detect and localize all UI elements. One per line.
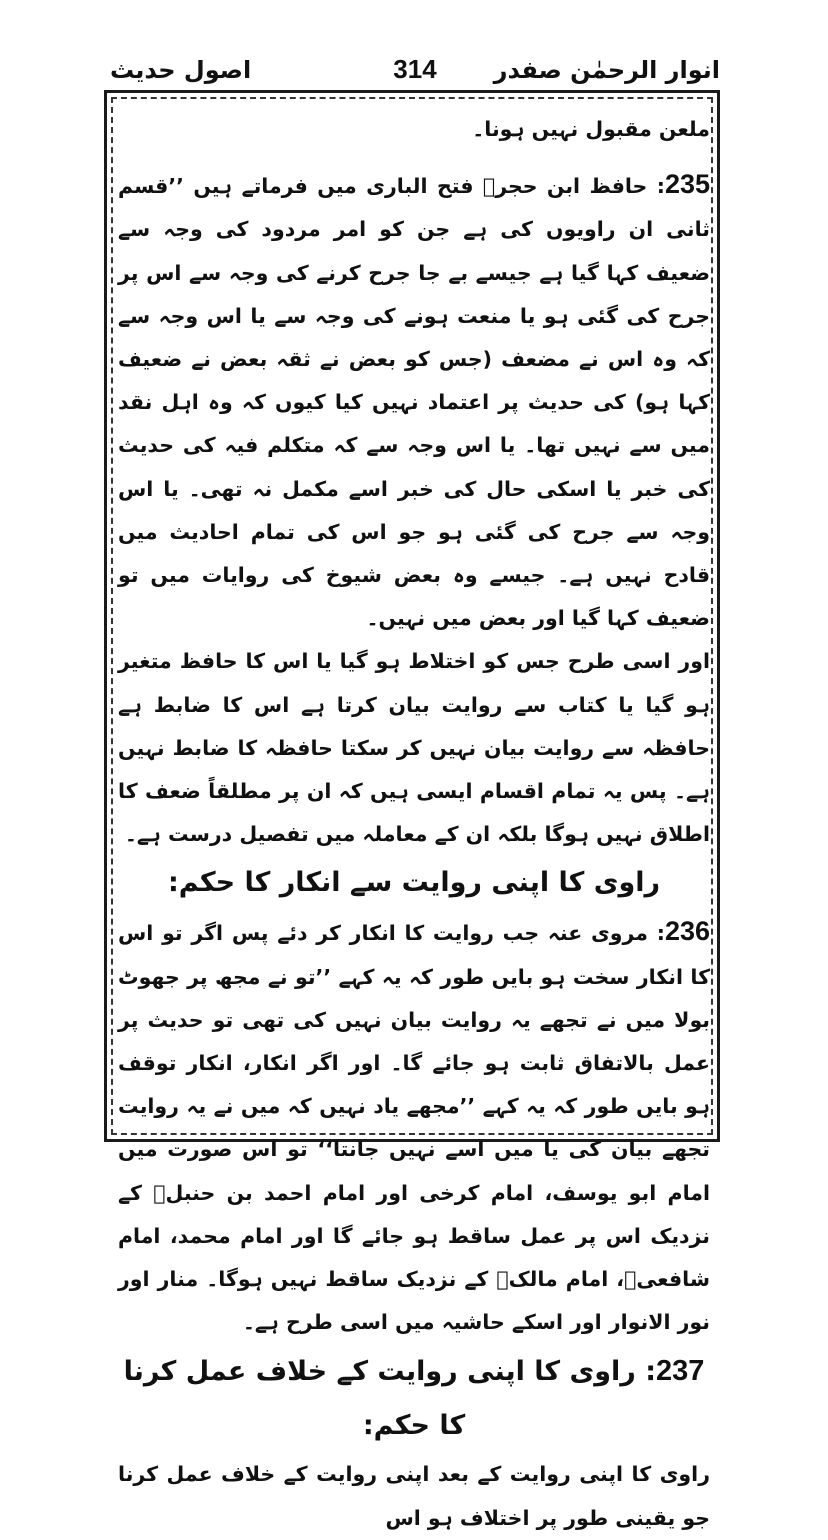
paragraph-text: : حافظ ابن حجرؒ فتح الباری میں فرماتے ہیں ’’قسم ثانی ان راویوں کی ہے جن کو امر مردود کی وجہ سے ضعیف کہا گیا ہے جیسے بے جا جرح کرنے کی وجہ سے اس پر جرح کی گئی ہو یا منعت ہونے کی وجہ سے یا اس وجہ سے کہ وہ اس نے مضعف (جس کو بعض نے ثقہ بعض نے ضعیف کہا ہو) کی حدیث پر اعتماد نہیں کیا کیوں کہ وہ اہل نقد میں سے نہیں تھا۔ یا اس وجہ سے کہ متکلم فیہ کی حدیث کی خبر یا اسکی حال کی خبر اسے مکمل نہ تھی۔ یا اس وجہ سے جرح کی گئی ہو جو اس کی تمام احادیث میں قادح نہیں ہے۔ جیسے وہ بعض شیوخ کی روایات میں تو ضعیف کہا گیا اور بعض میں نہیں۔ [118, 174, 710, 631]
paragraph-text: : مروی عنہ جب روایت کا انکار کر دئے پس اگر تو اس کا انکار سخت ہو بایں طور کہ یہ کہے ’’تو نے مجھ پر جھوٹ بولا میں نے تجھے یہ روایت بیان نہیں کی تھی تو حدیث پر عمل بالاتفاق ثابت ہو جائے گا۔ اور اگر انکار، انکار توقف ہو بایں طور کہ یہ کہے ’’مجھے یاد نہیں کہ میں نے یہ روایت تجھے بیان کی یا میں اسے نہیں جانتا‘‘ تو اس صورت میں امام ابو یوسف، امام کرخی اور امام احمد بن حنبلؒ کے نزدیک اس پر عمل ساقط ہو جائے گا اور امام محمد، امام شافعیؒ، امام مالکؒ کے نزدیک ساقط نہیں ہوگا۔ منار اور نور الانوار اور اسکے حاشیہ میں اسی طرح ہے۔ [118, 921, 710, 1335]
paragraph-intro: ملعن مقبول نہیں ہونا۔ [472, 117, 710, 141]
paragraph-final: راوی کا اپنی روایت کے بعد اپنی روایت کے خلاف عمل کرنا جو یقینی طور پر اختلاف ہو اس [118, 1462, 710, 1530]
page-body [118, 108, 710, 1540]
paragraph-number: 236 [664, 916, 710, 947]
paragraph-236 [118, 910, 710, 1344]
section-heading-inkar: راوی کا اپنی روایت سے انکار کا حکم: [167, 867, 661, 899]
heading-number: 237 [656, 1355, 705, 1388]
section-heading-237 [118, 1344, 710, 1453]
page-header [110, 52, 720, 92]
heading-text: : راوی کا اپنی روایت کے خلاف عمل کرنا کا حکم: [123, 1356, 657, 1442]
paragraph-ikhtilat: اور اسی طرح جس کو اختلاط ہو گیا یا اس کا حافظ متغیر ہو گیا یا کتاب سے روایت بیان کرتا ہے اس کا ضابط ہے حافظہ سے روایت بیان نہیں کر سکتا حافظہ کا ضابط نہیں ہے۔ پس یہ تمام اقسام ایسی ہیں کہ ان پر مطلقاً ضعف کا اطلاق نہیں ہوگا بلکہ ان کے معاملہ میں تفصیل درست ہے۔ [118, 649, 710, 847]
paragraph-number: 235 [664, 169, 710, 200]
page-number: 314 [393, 54, 437, 84]
paragraph-235 [118, 163, 710, 640]
section-title: اصول حدیث [110, 56, 252, 84]
book-title: انوار الرحمٰن صفدر [493, 56, 720, 84]
